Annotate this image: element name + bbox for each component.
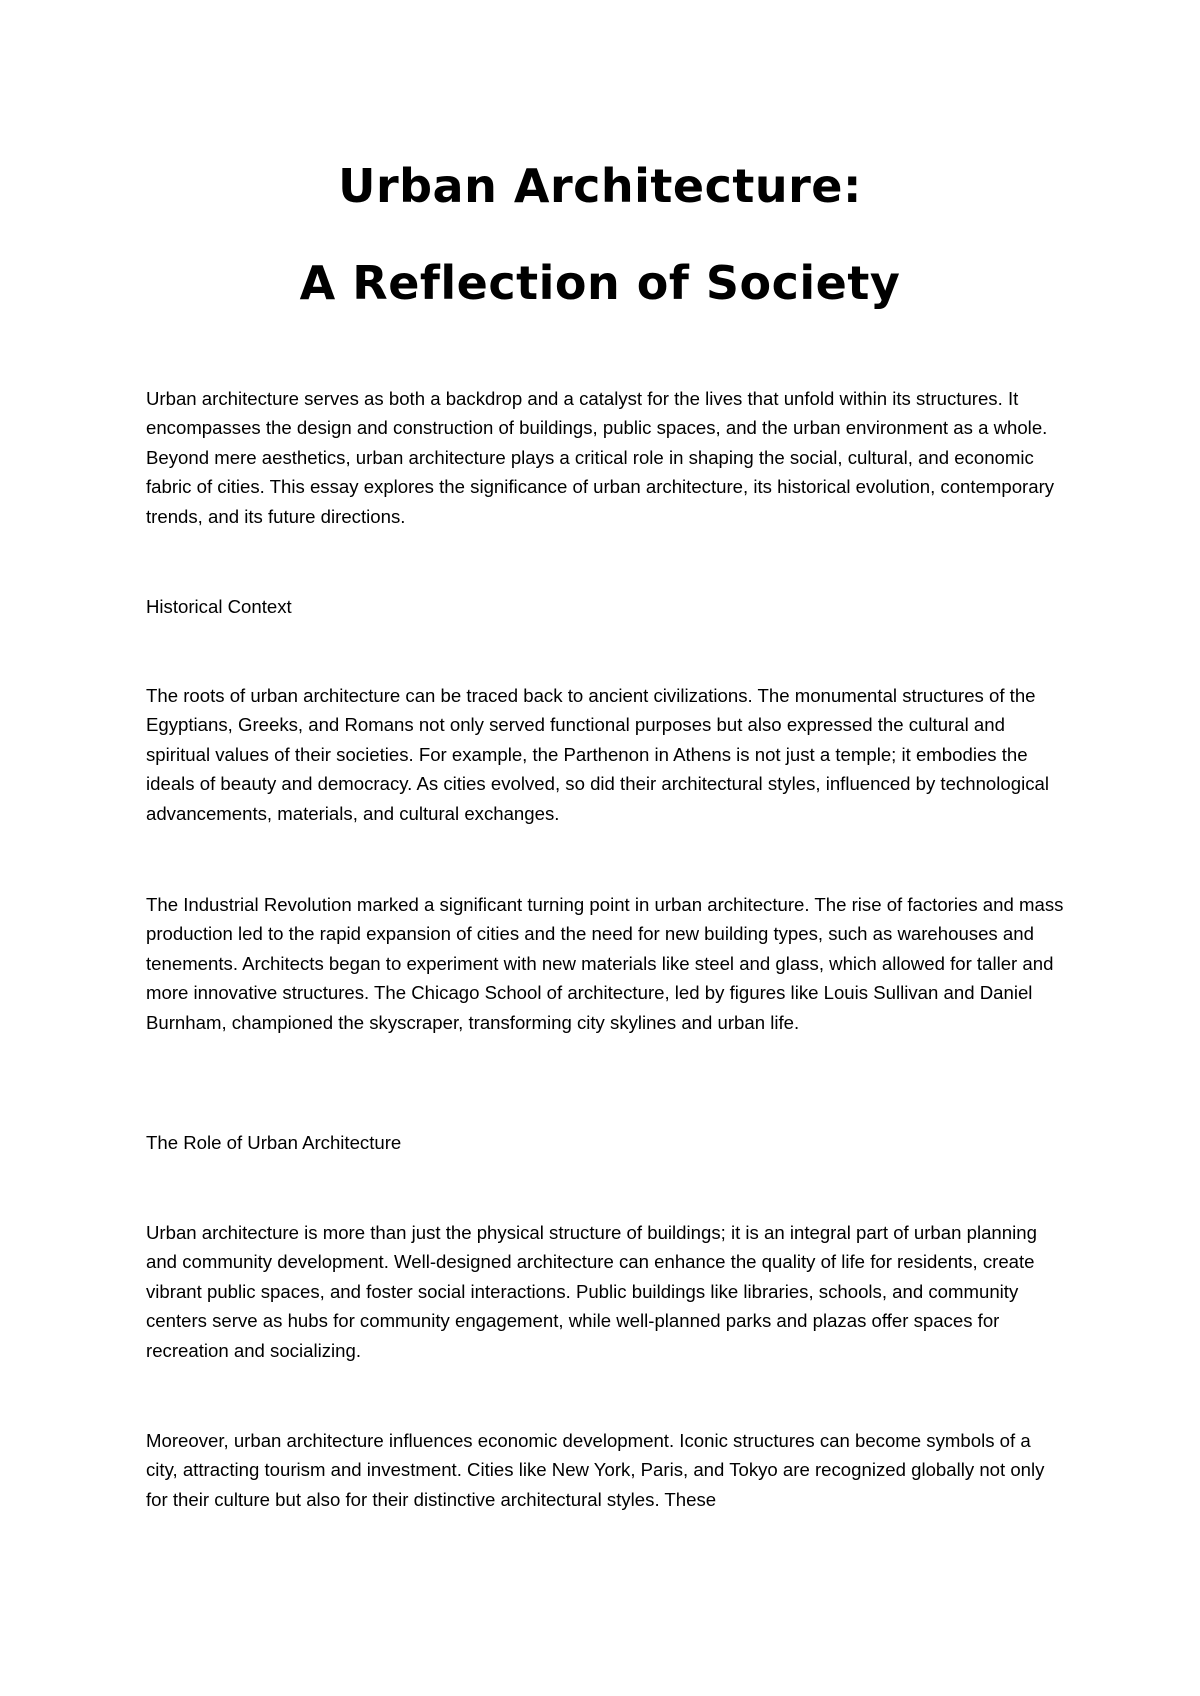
historical-paragraph-1: The roots of urban architecture can be traced back to ancient civilizations. The monumental structures of the Egyptians, Greeks, and Romans not only served functional purposes but also expressed the cultural and spiritual values of their societies. For example, the Parthenon in Athens is not just a temple; it embodies the ideals of beauty and democracy. As cities evolved, so did their architectural styles, influenced by technological advancements, materials, and cultural exchanges. [146, 685, 1049, 824]
historical-paragraph-2: The Industrial Revolution marked a significant turning point in urban architecture. The rise of factories and mass production led to the rapid expansion of cities and the need for new building types, such as warehouses and tenements. Architects began to experiment with new materials like steel and glass, which allowed for taller and more innovative structures. The Chicago School of architecture, led by figures like Louis Sullivan and Daniel Burnham, championed the skyscraper, transforming city skylines and urban life. [146, 894, 1064, 1033]
role-paragraph-1: Urban architecture is more than just the physical structure of buildings; it is an integral part of urban planning and community development. Well-designed architecture can enhance the quality of life for residents, create vibrant public spaces, and foster social interactions. Public buildings like libraries, schools, and community centers serve as hubs for community engagement, while well-planned parks and plazas offer spaces for recreation and socializing. [146, 1222, 1037, 1361]
section-heading-role: The Role of Urban Architecture [146, 1132, 402, 1153]
title-line-1: Urban Architecture: [338, 159, 862, 213]
intro-paragraph: Urban architecture serves as both a backdrop and a catalyst for the lives that unfold within its structures. It encompasses the design and construction of buildings, public spaces, and the urban environment as a whole. Beyond mere aesthetics, urban architecture plays a critical role in shaping the social, cultural, and economic fabric of cities. This essay explores the significance of urban architecture, its historical evolution, contemporary trends, and its future directions. [146, 388, 1055, 527]
title-line-2: A Reflection of Society [299, 256, 901, 310]
section-heading-historical-context: Historical Context [146, 596, 292, 617]
role-paragraph-2: Moreover, urban architecture influences economic development. Iconic structures can become symbols of a city, attracting tourism and investment. Cities like New York, Paris, and Tokyo are recognized globally not only for their culture but also for their distinctive architectural styles. These [146, 1430, 1045, 1510]
